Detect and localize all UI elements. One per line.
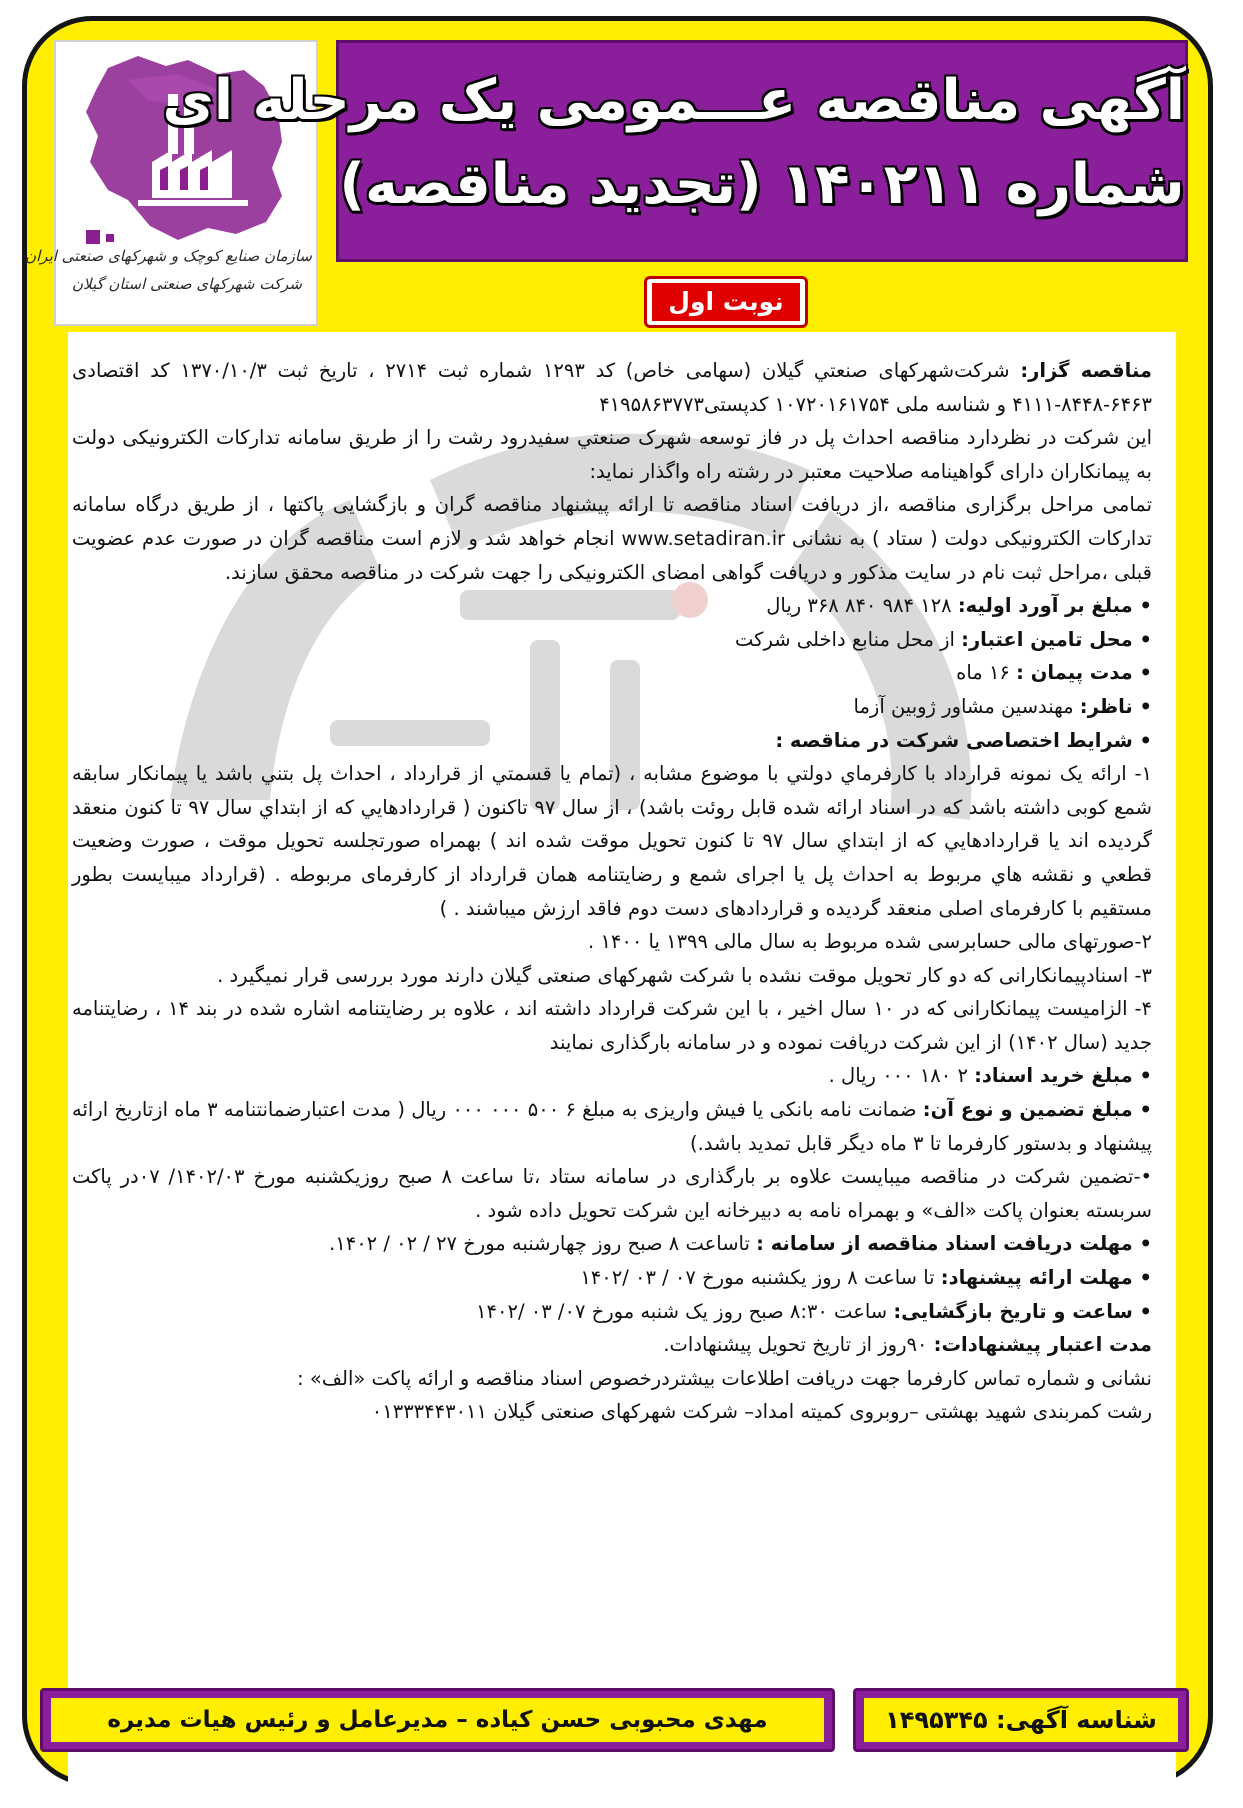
submit-deadline-label: • مهلت ارائه پيشنهاد: — [940, 1266, 1152, 1290]
signatory-box — [40, 1688, 835, 1752]
organizer-text: شرکت‌شهرکهای صنعتي گيلان (سهامی خاص) کد ۱۲۹۳ شماره ثبت ۲۷۱۴ ، تاريخ ثبت ۱۳۷۰/۱۰/۳ کد اقتصادی ۶۴۶۳-۸۴۴۸-۴۱۱۱ و شناسه ملی ۱۰۷۲۰۱۶۱۷۵۴ کدپستی۴۱۹۵۸۶۳۷۷۳ — [72, 359, 1152, 416]
estimate-item — [72, 589, 1152, 623]
title-line-2: شماره ۱۴۰۲۱۱ (تجدید مناقصه) — [339, 152, 1185, 217]
contact-address: رشت کمربندی شهيد بهشتی –روبروی کميته امداد– شرکت شهرکهای صنعتی گيلان ۰۱۳۳۳۴۴۳۰۱۱ — [371, 1400, 1152, 1424]
validity-item — [72, 1328, 1152, 1362]
condition-4: ۴- الزاميست پيمانکارانی که در ۱۰ سال اخير ، با اين شرکت قرارداد داشته اند ، علاوه بر رضايتنامه اشاره شده در بند ۱۴ ، رضايتنامه جديد (سال ۱۴۰۲) از اين شرکت دريافت نموده و در سامانه بارگذاری نمايند — [72, 997, 1152, 1054]
docfee-label: • مبلغ خريد اسناد: — [974, 1064, 1152, 1088]
validity-label: مدت اعتبار پيشنهادات: — [933, 1333, 1152, 1357]
tender-body — [72, 354, 1152, 1429]
title-line-1: آگهی مناقصه عـــمومی یک مرحله ای — [162, 68, 1185, 133]
docfee-value: ۲ ۱۸۰ ۰۰۰ ريال . — [828, 1064, 975, 1088]
round-label: نوبت اول — [652, 283, 800, 321]
logo-caption-org: سازمان صنایع کوچک و شهرکهای صنعتی ایران — [25, 247, 312, 265]
download-deadline-item — [72, 1227, 1152, 1261]
duration-value: ۱۶ ماه — [956, 661, 1017, 685]
duration-item — [72, 656, 1152, 690]
guarantee-label: • مبلغ تضمين و نوع آن: — [922, 1098, 1152, 1122]
submit-deadline-value: تا ساعت ۸ روز يکشنبه مورخ ۰۷ / ۰۳ /۱۴۰۲ — [580, 1266, 941, 1290]
supervisor-value: مهندسين مشاور ژوبين آزما — [853, 694, 1080, 718]
duration-label: • مدت پيمان : — [1016, 661, 1152, 685]
ad-id-text: شناسه آگهی: ۱۴۹۵۳۴۵ — [864, 1698, 1178, 1742]
guarantee-note: •-تضمين شرکت در مناقصه ميبايست علاوه بر بارگذاری در سامانه ستاد ،تا ساعت ۸ صبح روزيکشنبه مورخ ۱۴۰۲/۰۳/ ۰۷در پاکت سربسته بعنوان پاکت «الف» و بهمراه نامه به دبيرخانه اين شرکت تحويل داده شود . — [72, 1165, 1152, 1222]
condition-1: ۱- ارائه يک نمونه قرارداد با کارفرماي دولتي با موضوع مشابه ، (تمام يا قسمتي از قرارداد ، احداث پل بتني باشد يا پيمانکار سابقه شمع کوبی داشته باشد که در اسناد ارائه شده قابل روئت باشد) ، از سال ۹۷ تاکنون ( قراردادهايي که از ابتداي سال ۹۷ تا کنون منعقد گرديده اند يا قراردادهايي که از ابتداي سال ۹۷ تا کنون تحويل موقت شده اند ) بهمراه صورتجلسه تحويل موقت ، صورت وضعيت قطعي و نقشه هاي مربوط به احداث پل يا اجرای شمع و رضايتنامه همان قرارداد از کارفرمای مربوطه . (قرارداد ميبايست بطور مستقيم با کارفرمای اصلی منعقد گرديده و قراردادهای دست دوم فاقد ارزش ميباشند . ) — [72, 762, 1152, 920]
submit-deadline-item — [72, 1261, 1152, 1295]
ad-id-box — [853, 1688, 1189, 1752]
condition-2: ۲-صورتهای مالی حسابرسی شده مربوط به سال مالی ۱۳۹۹ يا ۱۴۰۰ . — [588, 930, 1152, 954]
contact-intro: نشانی و شماره تماس کارفرما جهت دريافت اطلاعات بيشتردرخصوص اسناد مناقصه و ارائه پاکت «الف» : — [297, 1366, 1152, 1390]
conditions-heading: • شرايط اختصاصی شرکت در مناقصه : — [775, 728, 1152, 752]
supervisor-label: • ناظر: — [1079, 694, 1152, 718]
download-deadline-value: تاساعت ۸ صبح روز چهارشنبه مورخ ۲۷ / ۰۲ / ۱۴۰۲. — [329, 1232, 757, 1256]
download-deadline-label: • مهلت دريافت اسناد مناقصه از سامانه : — [756, 1232, 1152, 1256]
funding-label: • محل تامين اعتبار: — [961, 627, 1152, 651]
funding-item — [72, 623, 1152, 657]
docfee-item — [72, 1059, 1152, 1093]
intro-paragraph: اين شرکت در نظردارد مناقصه احداث پل در فاز توسعه شهرک صنعتي سفيدرود رشت را از طريق سامانه تدارکات الکترونيکی دولت به پيمانکاران دارای گواهينامه صلاحيت معتبر در رشته راه واگذار نمايد: — [72, 426, 1152, 483]
signatory-text: مهدی محبوبی حسن کیاده – مدیرعامل و رئیس هیات مدیره — [51, 1698, 824, 1742]
round-badge — [644, 276, 808, 328]
supervisor-item — [72, 690, 1152, 724]
process-text-after: انجام خواهد شد و لازم است مناقصه گران در صورت عدم عضويت قبلی ،مراحل ثبت نام در سايت مذکور و دريافت گواهی امضای الکترونيکی را جهت شرکت در مناقصه محقق سازند. — [72, 526, 1152, 584]
condition-3: ۳- اسنادپيمانکارانی که دو کار تحويل موقت نشده با شرکت شهرکهای صنعتی گيلان دارند مورد بررسی قرار نميگيرد . — [217, 963, 1152, 987]
opening-item — [72, 1295, 1152, 1329]
opening-value: ساعت ۸:۳۰ صبح روز يک شنبه مورخ ۰۷/ ۰۳ /۱۴۰۲ — [476, 1299, 894, 1323]
opening-label: • ساعت و تاريخ بازگشايی: — [893, 1299, 1152, 1323]
organizer-label: مناقصه گزار: — [1020, 359, 1152, 382]
guarantee-item — [72, 1093, 1152, 1160]
website-link[interactable]: www.setadiran.ir — [621, 526, 786, 550]
funding-value: از محل منابع داخلی شرکت — [735, 627, 962, 651]
guarantee-value: ضمانت نامه بانکی يا فيش واريزی به مبلغ ۶ ۵۰۰ ۰۰۰ ۰۰۰ ريال ( مدت اعتبارضمانتنامه ۳ ماه ازتاريخ ارائه پيشنهاد و بدستور کارفرما تا ۳ ماه ديگر قابل تمديد باشد.) — [72, 1098, 1152, 1155]
validity-value: ۹۰روز از تاريخ تحويل پيشنهادات. — [663, 1333, 934, 1357]
organizer-paragraph — [72, 354, 1152, 421]
process-text-before: تمامی مراحل برگزاری مناقصه ،از دريافت اسناد مناقصه تا ارائه پيشنهاد مناقصه گران و بازگشايی پاکتها ، از طريق درگاه سامانه تدارکات الکترونيکی دولت ( ستاد ) به نشانی — [72, 493, 1152, 550]
estimate-value: ۱۲۸ ۹۸۴ ۸۴۰ ۳۶۸ ريال — [766, 594, 958, 618]
estimate-label: • مبلغ بر آورد اوليه: — [957, 594, 1152, 618]
logo-caption-company: شرکت شهرکهای صنعتی استان گیلان — [72, 275, 302, 293]
title-banner — [162, 40, 1188, 262]
process-paragraph — [72, 488, 1152, 589]
